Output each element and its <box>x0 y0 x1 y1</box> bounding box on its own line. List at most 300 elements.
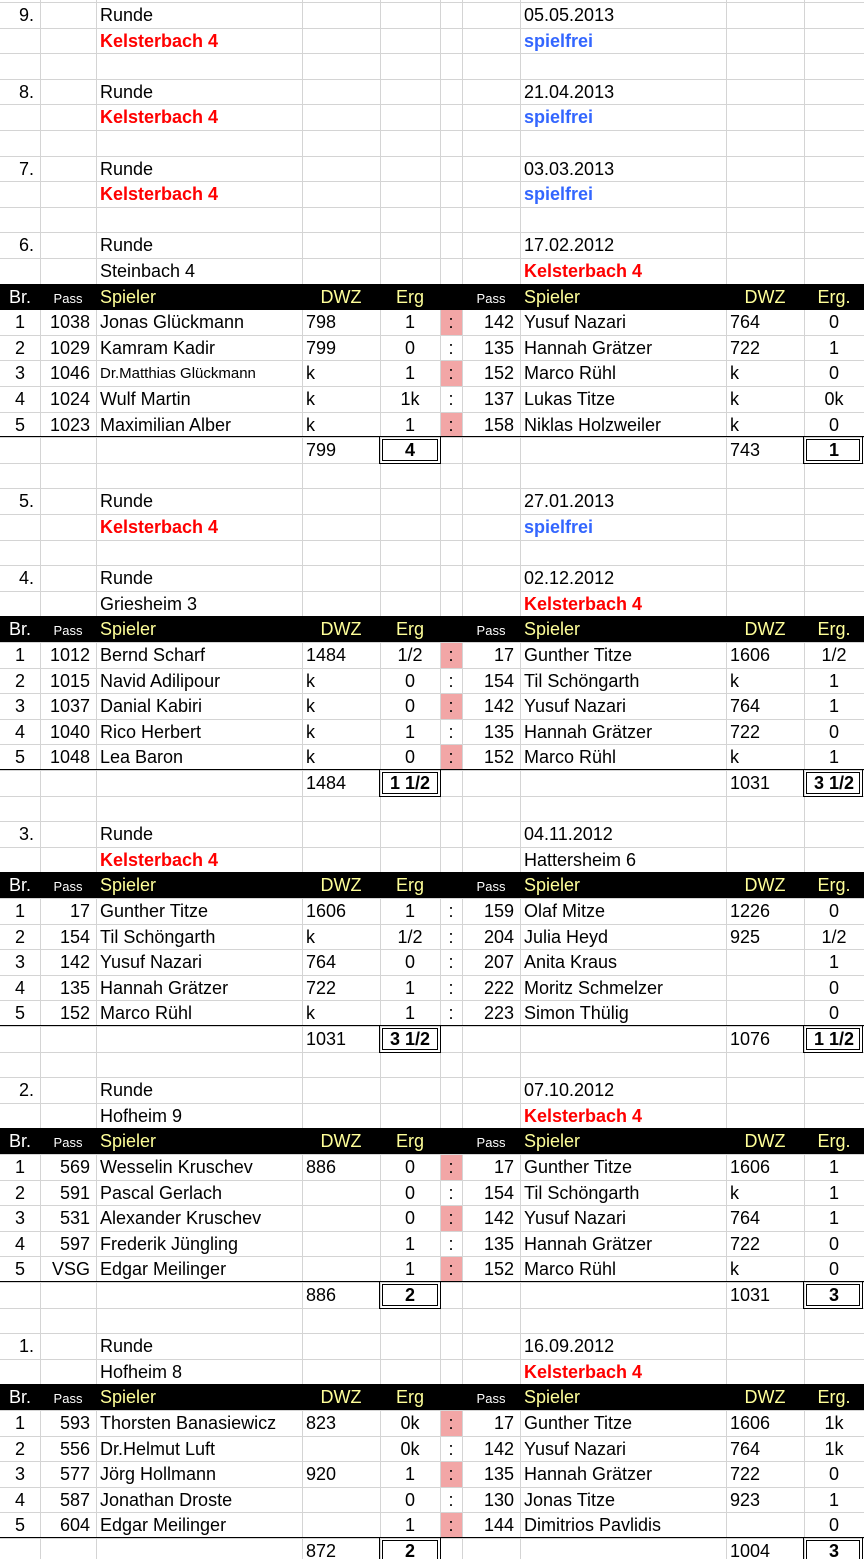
pass-number: 1012 <box>49 645 90 665</box>
header-erg: Erg. <box>817 1131 851 1151</box>
dwz-total: 1031 <box>730 1285 771 1305</box>
result-total: 3 <box>828 1541 839 1559</box>
dwz-value: k <box>306 747 315 767</box>
result-value: 1 <box>404 363 415 383</box>
player-name: Gunther Titze <box>100 901 209 921</box>
pass-number: 587 <box>59 1490 90 1510</box>
board-number: 4 <box>14 1490 25 1510</box>
dwz-value: 886 <box>306 1157 337 1177</box>
player-name: Marco Rühl <box>100 1003 193 1023</box>
round-date: 16.09.2012 <box>524 1336 615 1356</box>
total-box <box>803 1025 863 1053</box>
player-name: Jonas Glückmann <box>100 312 245 332</box>
gridline-h <box>0 1512 864 1513</box>
result-total: 4 <box>404 440 415 460</box>
round-label: Runde <box>100 82 154 102</box>
dwz-total: 1076 <box>730 1029 771 1049</box>
round-date: 04.11.2012 <box>524 824 613 844</box>
result-value: 1 <box>828 1490 839 1510</box>
player-name: Marco Rühl <box>524 1259 617 1279</box>
dwz-total: 743 <box>730 440 761 460</box>
player-name: Kamram Kadir <box>100 338 216 358</box>
result-value: 1 <box>828 952 839 972</box>
round-label: Runde <box>100 1336 154 1356</box>
round-label: Runde <box>100 159 154 179</box>
separator: : <box>448 1490 454 1510</box>
bye-label: spielfrei <box>524 107 594 127</box>
board-number: 3 <box>14 696 25 716</box>
table-bottom-line <box>0 1025 864 1026</box>
result-value: 1 <box>404 1464 415 1484</box>
gridline-h <box>0 335 864 336</box>
dwz-total: 1031 <box>306 1029 347 1049</box>
gridline-h <box>0 488 864 489</box>
result-value: 1 <box>404 901 415 921</box>
gridline-h <box>0 1410 864 1411</box>
result-value: 0 <box>404 1157 415 1177</box>
table-bottom-line <box>0 1537 864 1538</box>
header-dwz: DWZ <box>320 619 362 639</box>
away-team: Kelsterbach 4 <box>524 594 643 614</box>
header-pass: Pass <box>476 879 506 894</box>
result-total: 2 <box>404 1541 415 1559</box>
dwz-value: k <box>306 696 315 716</box>
gridline-h <box>0 1333 864 1334</box>
result-value: 0 <box>828 1003 839 1023</box>
board-number: 2 <box>14 671 25 691</box>
result-total: 2 <box>404 1285 415 1305</box>
table-header <box>0 1384 864 1410</box>
result-value: 0 <box>404 1208 415 1228</box>
player-name: Frederik Jüngling <box>100 1234 239 1254</box>
round-date: 07.10.2012 <box>524 1080 615 1100</box>
pass-number: 142 <box>483 312 514 332</box>
player-name: Yusuf Nazari <box>100 952 203 972</box>
result-value: 1/2 <box>397 927 423 947</box>
result-total: 3 1/2 <box>813 773 855 793</box>
separator: : <box>448 1259 454 1279</box>
separator: : <box>448 1157 454 1177</box>
separator: : <box>448 696 454 716</box>
result-value: 0 <box>828 978 839 998</box>
gridline-v <box>462 0 463 1559</box>
pass-number: 556 <box>59 1439 90 1459</box>
result-value: 1k <box>400 389 420 409</box>
header-erg: Erg. <box>817 287 851 307</box>
pass-number: 159 <box>483 901 514 921</box>
player-name: Marco Rühl <box>524 363 617 383</box>
pass-number: VSG <box>51 1259 90 1279</box>
bye-label: spielfrei <box>524 184 594 204</box>
player-name: Pascal Gerlach <box>100 1183 223 1203</box>
away-team: Kelsterbach 4 <box>524 261 643 281</box>
pass-number: 1023 <box>49 415 90 435</box>
gridline-h <box>0 232 864 233</box>
player-name: Wesselin Kruschev <box>100 1157 253 1177</box>
player-name: Edgar Meilinger <box>100 1259 227 1279</box>
pass-number: 17 <box>69 901 90 921</box>
pass-number: 531 <box>59 1208 90 1228</box>
gridline-h <box>0 693 864 694</box>
dwz-value: 722 <box>730 1234 761 1254</box>
dwz-value: 764 <box>730 1208 761 1228</box>
result-value: 0 <box>828 1234 839 1254</box>
header-erg: Erg <box>395 287 424 307</box>
dwz-value: 764 <box>306 952 337 972</box>
gridline-v <box>726 0 727 1559</box>
round-label: Runde <box>100 5 154 25</box>
pass-number: 142 <box>483 1439 514 1459</box>
gridline-h <box>0 412 864 413</box>
player-name: Hannah Grätzer <box>524 722 653 742</box>
result-value: 0 <box>404 952 415 972</box>
header-dwz: DWZ <box>744 1131 786 1151</box>
result-value: 0 <box>828 1259 839 1279</box>
gridline-h <box>0 1180 864 1181</box>
team-name: Kelsterbach 4 <box>100 184 219 204</box>
dwz-value: 722 <box>730 722 761 742</box>
round-date: 03.03.2013 <box>524 159 615 179</box>
result-value: 0 <box>828 1515 839 1535</box>
pass-number: 1029 <box>49 338 90 358</box>
total-box <box>379 1537 441 1559</box>
dwz-value: 764 <box>730 312 761 332</box>
board-number: 2 <box>14 338 25 358</box>
pass-number: 152 <box>59 1003 90 1023</box>
gridline-h <box>0 53 864 54</box>
dwz-value: 1606 <box>730 1413 771 1433</box>
header-dwz: DWZ <box>320 875 362 895</box>
separator: : <box>448 901 454 921</box>
player-name: Gunther Titze <box>524 1413 633 1433</box>
result-value: 0 <box>404 671 415 691</box>
round-date: 05.05.2013 <box>524 5 615 25</box>
pass-number: 597 <box>59 1234 90 1254</box>
player-name: Jonathan Droste <box>100 1490 233 1510</box>
header-dwz: DWZ <box>320 1387 362 1407</box>
pass-number: 1048 <box>49 747 90 767</box>
separator: : <box>448 1413 454 1433</box>
dwz-value: 1606 <box>306 901 347 921</box>
board-number: 2 <box>14 1439 25 1459</box>
round-number: 8. <box>18 82 34 102</box>
board-number: 3 <box>14 1464 25 1484</box>
table-header <box>0 872 864 898</box>
dwz-value: k <box>306 389 315 409</box>
pass-number: 144 <box>483 1515 514 1535</box>
player-name: Hannah Grätzer <box>524 338 653 358</box>
separator: : <box>448 1234 454 1254</box>
dwz-value: k <box>306 363 315 383</box>
result-value: 0 <box>404 338 415 358</box>
board-number: 4 <box>14 389 25 409</box>
gridline-v <box>520 0 521 1559</box>
result-value: 1 <box>828 1208 839 1228</box>
player-name: Marco Rühl <box>524 747 617 767</box>
pass-number: 1046 <box>49 363 90 383</box>
gridline-h <box>0 642 864 643</box>
dwz-value: 923 <box>730 1490 761 1510</box>
board-number: 2 <box>14 927 25 947</box>
round-number: 1. <box>18 1336 34 1356</box>
header-pass: Pass <box>53 623 83 638</box>
result-value: 0 <box>404 1183 415 1203</box>
pass-number: 152 <box>483 363 514 383</box>
pass-number: 1037 <box>49 696 90 716</box>
dwz-value: 920 <box>306 1464 337 1484</box>
gridline-h <box>0 591 864 592</box>
round-number: 4. <box>18 568 34 588</box>
gridline-h <box>0 975 864 976</box>
dwz-value: 722 <box>306 978 337 998</box>
table-header <box>0 284 864 310</box>
pass-number: 154 <box>59 927 90 947</box>
total-box <box>379 1025 441 1053</box>
result-total: 3 <box>828 1285 839 1305</box>
pass-number: 154 <box>483 1183 514 1203</box>
round-date: 02.12.2012 <box>524 568 615 588</box>
total-box <box>379 436 441 464</box>
dwz-total: 1484 <box>306 773 347 793</box>
board-number: 1 <box>14 1413 25 1433</box>
team-name: Kelsterbach 4 <box>100 517 219 537</box>
board-number: 5 <box>14 415 25 435</box>
total-box <box>803 769 863 797</box>
total-box <box>803 436 863 464</box>
separator: : <box>448 645 454 665</box>
dwz-value: 722 <box>730 338 761 358</box>
separator: : <box>448 1183 454 1203</box>
player-name: Danial Kabiri <box>100 696 203 716</box>
separator: : <box>448 1208 454 1228</box>
total-box <box>379 769 441 797</box>
result-value: 1 <box>828 696 839 716</box>
pass-number: 577 <box>59 1464 90 1484</box>
board-number: 1 <box>14 1157 25 1177</box>
round-date: 21.04.2013 <box>524 82 615 102</box>
header-pass: Pass <box>53 1135 83 1150</box>
result-value: 1 <box>404 1259 415 1279</box>
header-pass: Pass <box>53 1391 83 1406</box>
pass-number: 152 <box>483 747 514 767</box>
dwz-total: 799 <box>306 440 337 460</box>
result-value: 1 <box>404 1234 415 1254</box>
home-team: Griesheim 3 <box>100 594 198 614</box>
gridline-h <box>0 258 864 259</box>
header-pass: Pass <box>53 879 83 894</box>
gridline-h <box>0 130 864 131</box>
result-value: 1 <box>404 1003 415 1023</box>
gridline-h <box>0 1205 864 1206</box>
header-dwz: DWZ <box>744 619 786 639</box>
dwz-value: k <box>730 389 739 409</box>
gridline-h <box>0 181 864 182</box>
separator: : <box>448 363 454 383</box>
player-name: Hannah Grätzer <box>524 1464 653 1484</box>
separator: : <box>448 389 454 409</box>
dwz-value: 925 <box>730 927 761 947</box>
dwz-value: 764 <box>730 696 761 716</box>
pass-number: 135 <box>483 1234 514 1254</box>
player-name: Yusuf Nazari <box>524 312 627 332</box>
player-name: Dimitrios Pavlidis <box>524 1515 662 1535</box>
gridline-h <box>0 104 864 105</box>
home-team: Kelsterbach 4 <box>100 850 219 870</box>
home-team: Steinbach 4 <box>100 261 196 281</box>
header-spieler: Spieler <box>100 287 157 307</box>
table-bottom-line <box>0 769 864 770</box>
dwz-value: k <box>730 1259 739 1279</box>
round-label: Runde <box>100 568 154 588</box>
player-name: Til Schöngarth <box>524 671 640 691</box>
result-total: 1 <box>828 440 839 460</box>
pass-number: 604 <box>59 1515 90 1535</box>
player-name: Til Schöngarth <box>524 1183 640 1203</box>
header-spieler: Spieler <box>524 1131 581 1151</box>
header-pass: Pass <box>476 623 506 638</box>
board-number: 4 <box>14 1234 25 1254</box>
pass-number: 207 <box>483 952 514 972</box>
dwz-value: 1606 <box>730 1157 771 1177</box>
round-label: Runde <box>100 235 154 255</box>
player-name: Gunther Titze <box>524 1157 633 1177</box>
header-spieler: Spieler <box>100 1131 157 1151</box>
pass-number: 17 <box>493 645 514 665</box>
pass-number: 135 <box>483 722 514 742</box>
player-name: Rico Herbert <box>100 722 202 742</box>
pass-number: 130 <box>483 1490 514 1510</box>
dwz-value: k <box>306 671 315 691</box>
dwz-value: 799 <box>306 338 337 358</box>
separator: : <box>448 1439 454 1459</box>
player-name: Dr.Helmut Luft <box>100 1439 216 1459</box>
pass-number: 204 <box>483 927 514 947</box>
header-br: Br. <box>8 1131 31 1151</box>
pass-number: 142 <box>483 696 514 716</box>
dwz-value: k <box>730 747 739 767</box>
home-team: Hofheim 9 <box>100 1106 183 1126</box>
pass-number: 135 <box>483 338 514 358</box>
round-date: 17.02.2012 <box>524 235 615 255</box>
gridline-h <box>0 1103 864 1104</box>
round-date: 27.01.2013 <box>524 491 615 511</box>
header-erg: Erg. <box>817 619 851 639</box>
pass-number: 152 <box>483 1259 514 1279</box>
player-name: Julia Heyd <box>524 927 609 947</box>
player-name: Til Schöngarth <box>100 927 216 947</box>
header-dwz: DWZ <box>320 287 362 307</box>
dwz-value: k <box>306 415 315 435</box>
header-dwz: DWZ <box>744 875 786 895</box>
header-spieler: Spieler <box>100 875 157 895</box>
result-value: 1 <box>828 747 839 767</box>
away-team: Hattersheim 6 <box>524 850 637 870</box>
result-total: 1 1/2 <box>813 1029 855 1049</box>
result-value: 0k <box>824 389 844 409</box>
board-number: 5 <box>14 1259 25 1279</box>
header-dwz: DWZ <box>744 287 786 307</box>
header-spieler: Spieler <box>100 1387 157 1407</box>
separator: : <box>448 722 454 742</box>
player-name: Hannah Grätzer <box>100 978 229 998</box>
result-value: 1/2 <box>821 927 847 947</box>
pass-number: 569 <box>59 1157 90 1177</box>
board-number: 4 <box>14 978 25 998</box>
result-value: 0 <box>828 1464 839 1484</box>
pass-number: 135 <box>483 1464 514 1484</box>
gridline-v <box>40 0 41 1559</box>
separator: : <box>448 747 454 767</box>
gridline-h <box>0 79 864 80</box>
board-number: 5 <box>14 1003 25 1023</box>
pass-number: 17 <box>493 1413 514 1433</box>
round-number: 9. <box>18 5 34 25</box>
dwz-value: k <box>730 671 739 691</box>
home-team: Hofheim 8 <box>100 1362 183 1382</box>
table-header <box>0 616 864 642</box>
board-number: 1 <box>14 312 25 332</box>
pass-number: 1040 <box>49 722 90 742</box>
header-br: Br. <box>8 287 31 307</box>
header-erg: Erg. <box>817 1387 851 1407</box>
gridline-h <box>0 821 864 822</box>
result-value: 1 <box>404 1515 415 1535</box>
separator: : <box>448 1515 454 1535</box>
gridline-h <box>0 1000 864 1001</box>
round-number: 2. <box>18 1080 34 1100</box>
player-name: Thorsten Banasiewicz <box>100 1413 277 1433</box>
result-value: 1k <box>824 1413 844 1433</box>
header-erg: Erg <box>395 1131 424 1151</box>
result-value: 0 <box>828 415 839 435</box>
header-spieler: Spieler <box>524 619 581 639</box>
dwz-total: 872 <box>306 1541 337 1559</box>
result-value: 1 <box>404 722 415 742</box>
gridline-h <box>0 847 864 848</box>
header-erg: Erg. <box>817 875 851 895</box>
header-spieler: Spieler <box>524 875 581 895</box>
pass-number: 223 <box>483 1003 514 1023</box>
gridline-h <box>0 2 864 3</box>
separator: : <box>448 927 454 947</box>
header-pass: Pass <box>476 1391 506 1406</box>
board-number: 4 <box>14 722 25 742</box>
player-name: Wulf Martin <box>100 389 191 409</box>
header-erg: Erg <box>395 1387 424 1407</box>
pass-number: 17 <box>493 1157 514 1177</box>
result-value: 1 <box>828 338 839 358</box>
gridline-h <box>0 1154 864 1155</box>
header-dwz: DWZ <box>744 1387 786 1407</box>
dwz-total: 1031 <box>730 773 771 793</box>
gridline-h <box>0 156 864 157</box>
separator: : <box>448 671 454 691</box>
board-number: 2 <box>14 1183 25 1203</box>
header-spieler: Spieler <box>524 1387 581 1407</box>
player-name: Navid Adilipour <box>100 671 221 691</box>
result-value: 1 <box>828 1157 839 1177</box>
dwz-value: k <box>730 415 739 435</box>
dwz-value: 823 <box>306 1413 337 1433</box>
result-value: 0 <box>404 696 415 716</box>
table-header <box>0 1128 864 1154</box>
result-value: 1 <box>404 978 415 998</box>
result-value: 1 <box>828 671 839 691</box>
gridline-h <box>0 1231 864 1232</box>
pass-number: 158 <box>483 415 514 435</box>
dwz-value: k <box>306 927 315 947</box>
separator: : <box>448 1003 454 1023</box>
